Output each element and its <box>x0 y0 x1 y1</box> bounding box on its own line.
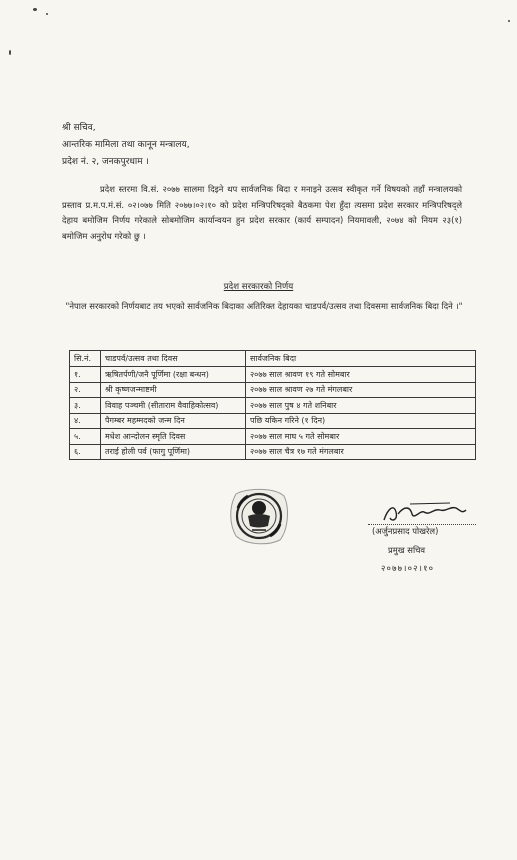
serial-cell: ३. <box>70 398 101 414</box>
table-row <box>70 367 476 383</box>
decision-quote: "नेपाल सरकारको निर्णयबाट तय भएको सार्वजनिक बिदाका अतिरिक्त देहायका चाडपर्व/उत्सव तथा दिवसमा सार्वजनिक बिदा दिने ।" <box>65 301 463 311</box>
festival-cell: ऋषितर्पणी/जनै पूर्णिमा (रक्षा बन्धन) <box>101 367 246 383</box>
holiday-date-cell: २०७७ साल चैत्र १७ गते मंगलबार <box>246 444 476 460</box>
scan-speck <box>46 13 48 15</box>
handwritten-signature <box>380 500 470 526</box>
holiday-date-cell: २०७७ साल माघ ५ गते सोमबार <box>246 429 476 445</box>
serial-cell: ५. <box>70 429 101 445</box>
office-seal-stamp <box>226 486 292 546</box>
table-row <box>70 382 476 398</box>
scan-speck <box>33 8 37 11</box>
addressee-line: प्रदेश नं. २, जनकपुरधाम । <box>62 157 149 167</box>
signature-date: २०७७।०२।१० <box>381 563 435 573</box>
festival-cell: तराई होली पर्व (फागु पूर्णिमा) <box>101 444 246 460</box>
holiday-date-cell: २०७७ साल श्रावण २७ गते मंगलबार <box>246 382 476 398</box>
serial-cell: १. <box>70 367 101 383</box>
addressee-block <box>62 120 190 171</box>
addressee-line: श्री सचिव, <box>62 123 96 133</box>
signatory-title: प्रमुख सचिव <box>388 545 426 555</box>
serial-cell: २. <box>70 382 101 398</box>
holiday-date-cell: २०७७ साल पुष ४ गते शनिबार <box>246 398 476 414</box>
festival-cell: श्री कृष्णजन्माष्टमी <box>101 382 246 398</box>
serial-cell: ६. <box>70 444 101 460</box>
table-row <box>70 444 476 460</box>
table-header-row <box>70 351 476 367</box>
table-row <box>70 398 476 414</box>
signatory-name: (अर्जुनप्रसाद पोखरेल) <box>372 526 439 536</box>
scan-speck <box>9 50 11 55</box>
column-header-festival: चाडपर्व/उत्सव तथा दिवस <box>101 351 246 367</box>
decision-title: प्रदेश सरकारको निर्णय <box>223 282 294 292</box>
addressee-line: आन्तरिक मामिला तथा कानून मन्त्रालय, <box>62 140 190 150</box>
holiday-date-cell: पछि यकिन गरिने (१ दिन) <box>246 413 476 429</box>
body-paragraph: प्रदेश स्तरमा वि.सं. २०७७ सालमा दिइने थप सार्वजनिक बिदा र मनाइने उत्सव स्वीकृत गर्ने विषयको तहाँ मन्त्रालयको प्रस्ताव प्र.म.प.मं.सं. ०२।०७७ मिति २०७७।०२।१० को प्रदेश मन्त्रिपरिषद्को बैठकमा पेश हुँदा त्यसमा प्रदेश सरकार मन्त्रिपरिषद्ले देहाय बमोजिम निर्णय गरेकाले सोबमोजिम कार्यान्वयन हुन प्रदेश सरकार (कार्य सम्पादन) नियमावली, २०७४ को नियम २३(१) बमोजिम अनुरोध गरेको छु । <box>62 184 462 241</box>
column-header-serial: सि.नं. <box>70 351 101 367</box>
holiday-date-cell: २०७७ साल श्रावण १९ गते सोमबार <box>246 367 476 383</box>
signature-line <box>368 524 476 525</box>
festival-cell: मधेश आन्दोलन स्मृति दिवस <box>101 429 246 445</box>
festival-cell: विवाह पञ्चमी (सीताराम वैवाहिकोत्सव) <box>101 398 246 414</box>
table-row <box>70 429 476 445</box>
table-row <box>70 413 476 429</box>
scan-speck <box>508 20 510 22</box>
serial-cell: ४. <box>70 413 101 429</box>
festival-cell: पैगम्बर महम्मदको जन्म दिन <box>101 413 246 429</box>
column-header-holiday: सार्वजनिक बिदा <box>246 351 476 367</box>
holiday-table <box>69 350 476 460</box>
